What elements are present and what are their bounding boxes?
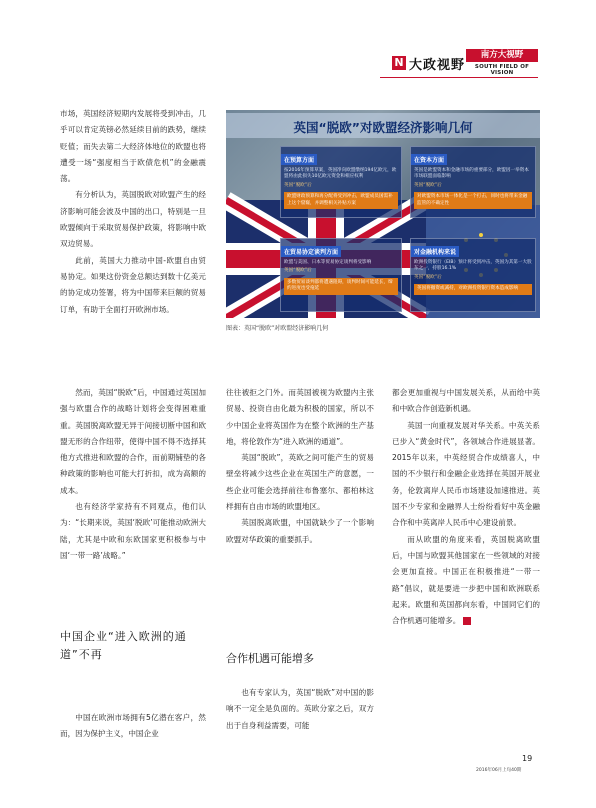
infobox-body: 欧盟与美国、日本等贸易协定谈判将受影响 xyxy=(284,260,372,265)
infobox-outcome: 多数贸易谈判都将遭遇阻碍，谈判时间可能延长，缔约进度也受拖延 xyxy=(284,278,398,295)
end-mark-icon: N xyxy=(463,617,471,625)
subheading-channel: 中国企业“进入欧洲的通道”不再 xyxy=(60,630,187,661)
column-1-top xyxy=(60,106,206,318)
paragraph: 都会更加重视与中国发展关系，从而给中英和中欧合作创造新机遇。 xyxy=(392,388,540,414)
figure-title: 英国“脱欧”对欧盟经济影响几何 xyxy=(293,120,473,135)
issue-label: 2016年06月上旬40期 xyxy=(476,768,522,773)
page-number: 19 xyxy=(522,754,533,763)
paragraph: 然而，英国“脱欧”后，中国通过英国加强与欧盟合作的战略计划将会变得困难重重。英国脱离欧盟无异于间接切断中国和欧盟无形的合作纽带，使得中国不得不选择其他方式推进和欧盟的合作，而前期铺垫的各种政策的影响也可能大打折扣，成为高额的成本。 xyxy=(60,388,206,495)
subheading-opportunities: 合作机遇可能增多 xyxy=(226,652,314,665)
section-name-english: SOUTH FIELD OF VISION xyxy=(474,64,530,76)
paragraph: 有分析认为，英国脱欧对欧盟产生的经济影响可能会波及中国的出口，特别是一旦欧盟倾向于采取贸易保护政策，将影响中欧双边贸易。 xyxy=(60,190,206,249)
paragraph: 往往被拒之门外。而英国被视为欧盟内主张贸易、投资自由化最为积极的国家，所以不少中国企业将英国作为在整个欧洲的生产基地，将伦敦作为“进入欧洲的通道”。 xyxy=(226,388,374,446)
paragraph: 也有经济学家持有不同观点，他们认为：“长期来说，英国‘脱欧’可能推动欧洲大陆，尤其是中欧和东欧国家更积极参与中国‘一带一路’战略。” xyxy=(60,502,206,560)
section-logo-title: 大政视野 xyxy=(409,58,466,73)
infobox-body: 欧洲投资银行（EIB）预计将受到冲击，英国为其第一大股东之一，持股16.1% xyxy=(414,260,532,272)
infobox-tag: 英国“脱欧”后 xyxy=(284,182,312,188)
paragraph: 英国一向重视发展对华关系。中英关系已步入“黄金时代”，各领域合作进展显著。2015年以来，中英经贸合作成绩喜人，中国的不少银行和金融企业选择在英国开展业务，伦敦离岸人民币市场建设加速推进。英国不少专家和金融界人士纷纷看好中英金融合作和中英离岸人民币中心建设前景。 xyxy=(392,420,540,528)
infobox-tag: 英国“脱欧”后 xyxy=(284,268,312,274)
figure-caption: 图表：英国“脱欧”对欧盟经济影响几何 xyxy=(226,325,329,332)
section-name-badge: 南方大视野 xyxy=(466,49,538,62)
column-2-bottom xyxy=(226,685,374,734)
infobox-body: 按2016年预算草案，英国净向欧盟缴纳194亿欧元，欧盟将由此损失10亿欧元资金和相应权利 xyxy=(284,168,397,180)
infobox-outcome: 对欧盟资本市场一体化是一个打击，同时也将带来金融监管的不确定性 xyxy=(414,192,532,209)
magazine-logo-mark: N xyxy=(392,56,406,70)
column-3 xyxy=(392,385,540,629)
infobox-outcome: 欧盟财政预算和再分配将受到冲击，欧盟成员国需补上这个窟窿，并调整相关补贴方案 xyxy=(284,192,398,209)
column-1-bottom xyxy=(60,710,206,743)
column-2-top xyxy=(226,385,374,548)
infobox-body: 英国是欧盟资本和金融市场的重要部分，欧盟因一举资本市场联盟面临影响 xyxy=(414,168,529,180)
column-1-middle xyxy=(60,385,206,564)
infobox-capital xyxy=(410,146,536,218)
infobox-heading: 在资本方面 xyxy=(411,154,447,165)
infobox-tag: 英国“脱欧”后 xyxy=(414,274,442,280)
header-rule xyxy=(380,77,538,78)
paragraph: 此前，英国大力推动中国-欧盟自由贸易协定。如果这份资金总额达到数十亿美元的协定成功签署，将为中国带来巨额的贸易订单，有助于全面打开欧洲市场。 xyxy=(60,255,206,314)
infobox-heading: 对金融机构来说 xyxy=(411,246,459,257)
infobox-heading: 在预算方面 xyxy=(281,154,317,165)
paragraph: 中国在欧洲市场拥有5亿潜在客户，然而，因为保护主义，中国企业 xyxy=(60,713,206,739)
infobox-budget xyxy=(280,146,402,218)
paragraph xyxy=(392,532,540,630)
infobox-outcome: 英国将撤资或减持，对欧洲投资银行资本造成影响 xyxy=(414,284,532,294)
paragraph-text: 而从欧盟的角度来看，英国脱离欧盟后，中国与欧盟其他国家在一些领域的对接会更加直接。中国正在积极推进“一带一路”倡议，就是要进一步把中国和欧洲联系起来。欧盟和英国都向东看，中国同它们的合作机遇可能增多。 xyxy=(392,534,540,626)
infobox-finance xyxy=(410,238,536,312)
paragraph: 市场，英国经济短期内发展将受到冲击，几乎可以肯定英镑必然延续目前的跌势，继续贬值；而失去第二大经济体地位的欧盟也将遭受一场“强度相当于欧债危机”的金融震荡。 xyxy=(60,109,206,184)
infobox-heading: 在贸易协定谈判方面 xyxy=(281,246,341,257)
infobox-trade xyxy=(280,238,402,312)
infobox-tag: 英国“脱欧”后 xyxy=(414,182,442,188)
paragraph: 也有专家认为，英国“脱欧”对中国的影响不一定全是负面的。英欧分家之后，双方出于自身利益需要，可能 xyxy=(226,688,374,730)
paragraph: 英国脱离欧盟，中国就缺少了一个影响欧盟对华政策的重要抓手。 xyxy=(226,518,374,544)
paragraph: 英国“脱欧”，英欧之间可能产生的贸易壁垒将减少这些企业在英国生产的意愿，一些企业可能会选择前往布鲁塞尔、都柏林这样拥有自由市场的欧盟地区。 xyxy=(226,453,374,512)
